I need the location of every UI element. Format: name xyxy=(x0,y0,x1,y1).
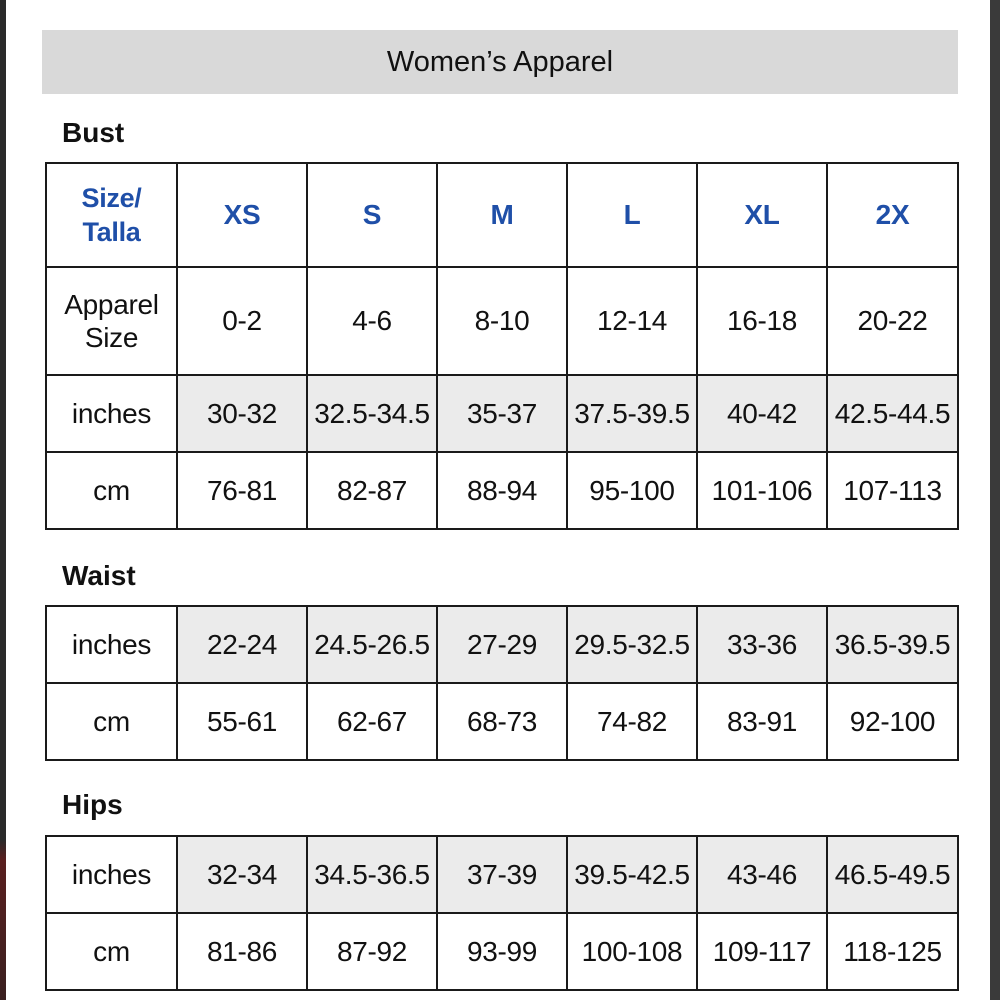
table-cell: 30-32 xyxy=(177,375,307,452)
table-cell: 81-86 xyxy=(177,913,307,990)
apparel-label-line1: Apparel xyxy=(64,289,159,320)
table-cell: 92-100 xyxy=(827,683,958,760)
hips-inches-row xyxy=(46,836,958,913)
bust-cm-row xyxy=(46,452,958,529)
table-cell: 37-39 xyxy=(437,836,567,913)
table-cell: 29.5-32.5 xyxy=(567,606,697,683)
table-cell: 34.5-36.5 xyxy=(307,836,437,913)
table-cell: 8-10 xyxy=(437,267,567,375)
right-edge xyxy=(990,0,1000,1000)
bust-table xyxy=(45,162,959,530)
row-label-cm: cm xyxy=(46,913,177,990)
size-header-l: L xyxy=(567,163,697,267)
table-cell: 68-73 xyxy=(437,683,567,760)
size-header-line2: Talla xyxy=(82,217,141,247)
row-label-cm: cm xyxy=(46,683,177,760)
row-label-inches: inches xyxy=(46,375,177,452)
table-cell: 118-125 xyxy=(827,913,958,990)
hips-table xyxy=(45,835,959,991)
table-cell: 101-106 xyxy=(697,452,827,529)
table-cell: 39.5-42.5 xyxy=(567,836,697,913)
table-cell: 22-24 xyxy=(177,606,307,683)
table-cell: 32.5-34.5 xyxy=(307,375,437,452)
row-label-cm: cm xyxy=(46,452,177,529)
table-cell: 4-6 xyxy=(307,267,437,375)
size-header-xs: XS xyxy=(177,163,307,267)
waist-inches-row xyxy=(46,606,958,683)
size-header-2x: 2X xyxy=(827,163,958,267)
table-cell: 27-29 xyxy=(437,606,567,683)
table-cell: 82-87 xyxy=(307,452,437,529)
table-cell: 42.5-44.5 xyxy=(827,375,958,452)
size-header-s: S xyxy=(307,163,437,267)
left-edge xyxy=(0,0,6,1000)
size-header-xl: XL xyxy=(697,163,827,267)
table-cell: 87-92 xyxy=(307,913,437,990)
table-cell: 12-14 xyxy=(567,267,697,375)
table-cell: 0-2 xyxy=(177,267,307,375)
table-cell: 109-117 xyxy=(697,913,827,990)
table-cell: 76-81 xyxy=(177,452,307,529)
table-cell: 40-42 xyxy=(697,375,827,452)
bust-inches-row xyxy=(46,375,958,452)
table-cell: 74-82 xyxy=(567,683,697,760)
apparel-size-label xyxy=(46,267,177,375)
waist-section-label: Waist xyxy=(62,560,136,591)
apparel-size-row xyxy=(46,267,958,375)
table-cell: 36.5-39.5 xyxy=(827,606,958,683)
table-cell: 46.5-49.5 xyxy=(827,836,958,913)
table-cell: 107-113 xyxy=(827,452,958,529)
table-cell: 35-37 xyxy=(437,375,567,452)
bust-header-row xyxy=(46,163,958,267)
table-cell: 95-100 xyxy=(567,452,697,529)
bust-section-label: Bust xyxy=(62,117,125,148)
row-label-inches: inches xyxy=(46,606,177,683)
row-label-inches: inches xyxy=(46,836,177,913)
size-header-m: M xyxy=(437,163,567,267)
table-cell: 33-36 xyxy=(697,606,827,683)
table-cell: 16-18 xyxy=(697,267,827,375)
hips-cm-row xyxy=(46,913,958,990)
page-title: Women’s Apparel xyxy=(42,30,958,94)
table-cell: 62-67 xyxy=(307,683,437,760)
size-header-line1: Size/ xyxy=(81,183,142,213)
apparel-label-line2: Size xyxy=(84,322,139,353)
waist-cm-row xyxy=(46,683,958,760)
table-cell: 37.5-39.5 xyxy=(567,375,697,452)
waist-table xyxy=(45,605,959,761)
table-cell: 88-94 xyxy=(437,452,567,529)
size-talla-header xyxy=(46,163,177,267)
table-cell: 93-99 xyxy=(437,913,567,990)
table-cell: 55-61 xyxy=(177,683,307,760)
table-cell: 100-108 xyxy=(567,913,697,990)
table-cell: 83-91 xyxy=(697,683,827,760)
table-cell: 24.5-26.5 xyxy=(307,606,437,683)
table-cell: 43-46 xyxy=(697,836,827,913)
table-cell: 20-22 xyxy=(827,267,958,375)
table-cell: 32-34 xyxy=(177,836,307,913)
hips-section-label: Hips xyxy=(62,789,123,820)
